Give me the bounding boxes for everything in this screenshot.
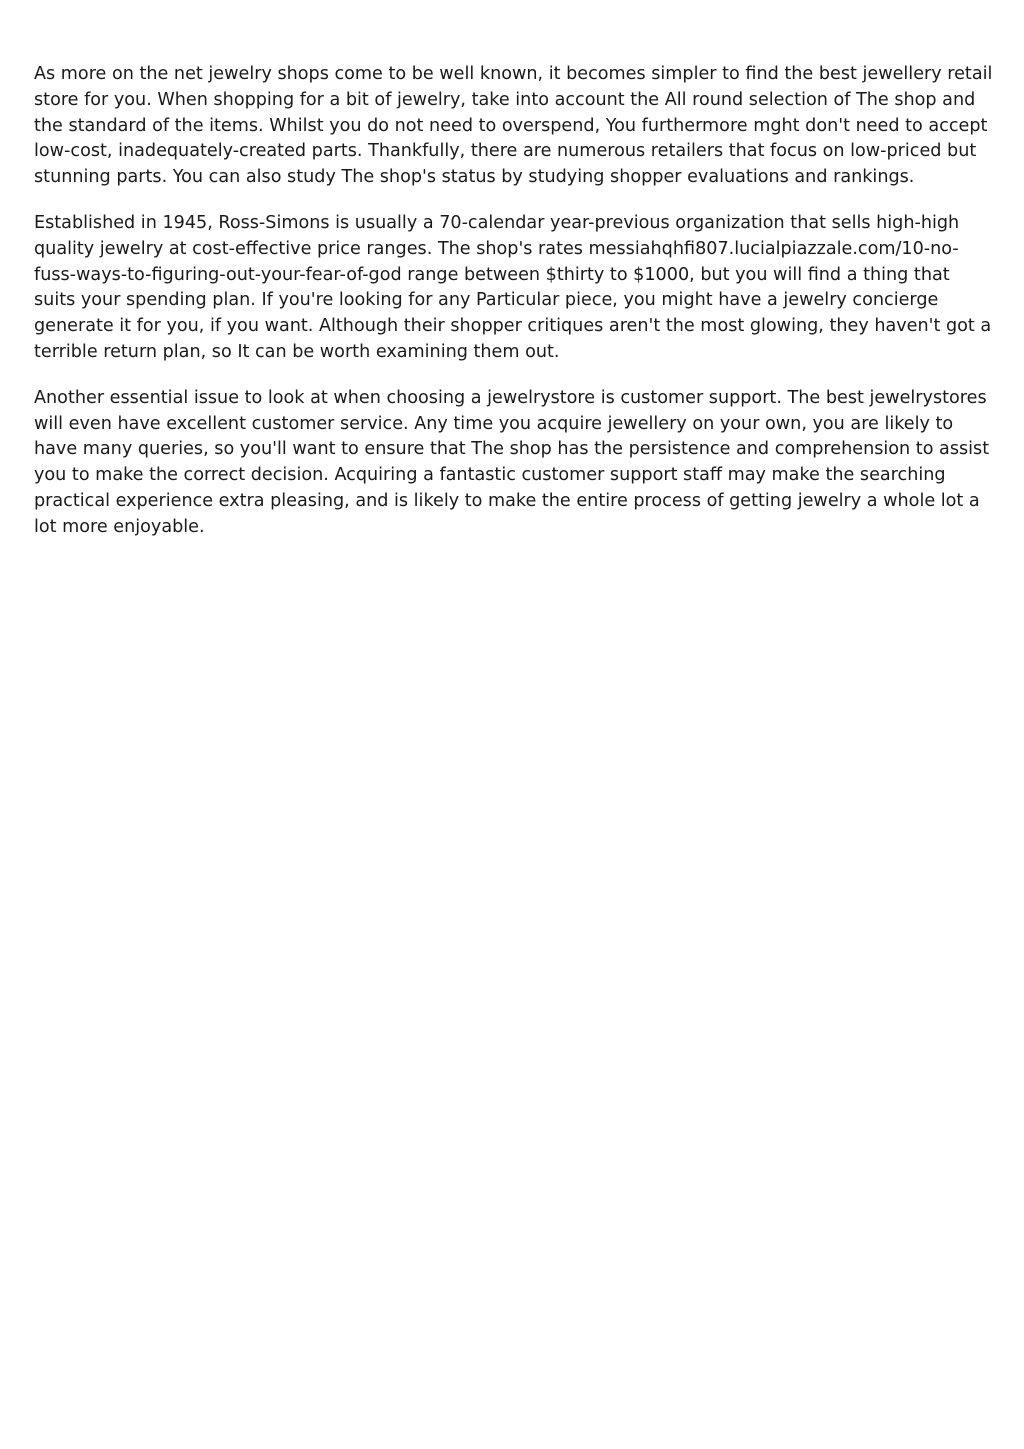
paragraph-3: Another essential issue to look at when choosing a jewelrystore is customer support. The best jewelrystores will even have excellent customer service. Any time you acquire jewellery on your own, you are likely to have many queries, so you'll want to ensure that The shop has the persistence and comprehension to assist you to make the correct decision. Acquiring a fantastic customer support staff may make the searching practical experience extra pleasing, and is likely to make the entire process of getting jewelry a whole lot a lot more enjoyable.: [34, 387, 990, 537]
paragraph-1: As more on the net jewelry shops come to be well known, it becomes simpler to find the best jewellery retail store for you. When shopping for a bit of jewelry, take into account the All round selection of The shop and the standard of the items. Whilst you do not need to overspend, You furthermore mght don't need to accept low-cost, inadequately-created parts. Thankfully, there are numerous retailers that focus on low-priced but stunning parts. You can also study The shop's status by studying shopper evaluations and rankings.: [34, 64, 993, 188]
paragraph-2: Established in 1945, Ross-Simons is usually a 70-calendar year-previous organization that sells high-high quality jewelry at cost-effective price ranges. The shop's rates messiahqhfi807.lucialpiazzale.com/10-no-fuss-ways-to-figuring-out-your-fear-of-god range between $thirty to $1000, but you will find a thing that suits your spending plan. If you're looking for any Particular piece, you might have a jewelry concierge generate it for you, if you want. Although their shopper critiques aren't the most glowing, they haven't got a terrible return plan, so It can be worth examining them out.: [34, 212, 992, 362]
document-body: [34, 62, 994, 561]
